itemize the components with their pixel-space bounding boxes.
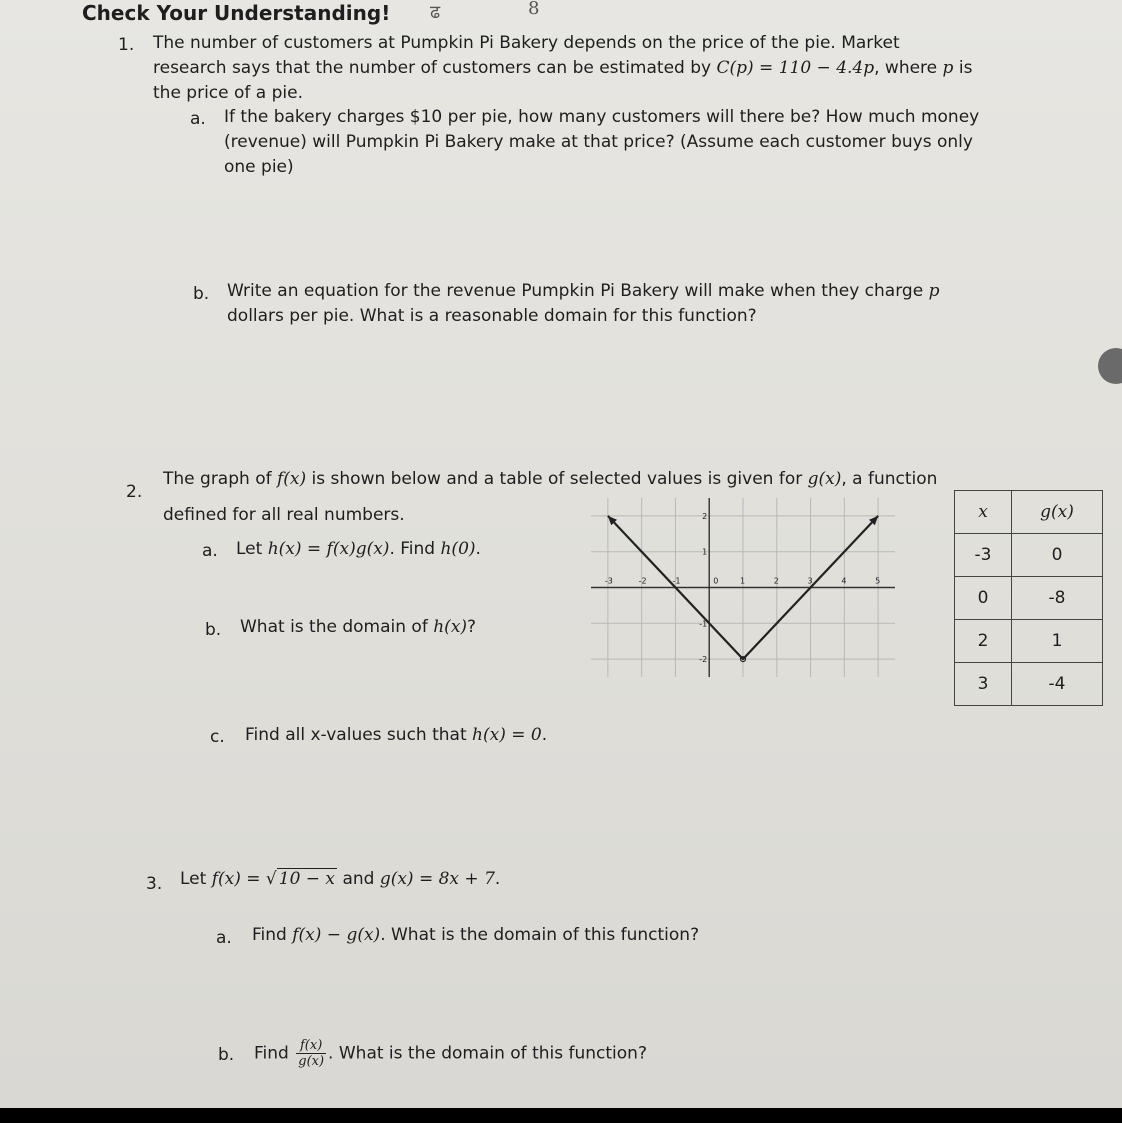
y-tick-label: 2 — [702, 511, 708, 521]
page-title: Check Your Understanding! — [82, 1, 391, 25]
part-label: a. — [216, 928, 232, 948]
question-number: 2. — [126, 482, 143, 502]
part-label: a. — [202, 541, 218, 561]
part-text: If the bakery charges $10 per pie, how many customers will there be? How much money — [224, 107, 980, 127]
text-segment: . Find — [389, 539, 436, 559]
x-tick-label: -1 — [672, 576, 681, 586]
table-header-row — [955, 491, 1103, 534]
cell-g: -4 — [1012, 663, 1103, 706]
part-label: a. — [190, 109, 206, 129]
text-segment: Let — [236, 539, 263, 559]
text-segment: research says that the number of customers can be estimated by — [153, 58, 712, 78]
part-text — [240, 616, 476, 638]
part-label: c. — [210, 727, 225, 747]
text-segment: . What is the domain of this function? — [328, 1043, 647, 1064]
text-segment: Find — [254, 1043, 289, 1064]
x-tick-label: 3 — [807, 576, 813, 586]
y-tick-label: 1 — [702, 547, 708, 557]
cell-x: 2 — [955, 620, 1012, 663]
part-text — [252, 924, 699, 946]
text-segment: , a function — [841, 469, 938, 489]
text-segment: What is the domain of — [240, 617, 428, 637]
table-row — [955, 620, 1103, 663]
question-text: the price of a pie. — [153, 83, 304, 103]
cell-x: 0 — [955, 577, 1012, 620]
part-text: dollars per pie. What is a reasonable domain for this function? — [227, 306, 757, 326]
part-text — [245, 724, 547, 746]
part-text: one pie) — [224, 157, 294, 177]
question-text — [163, 468, 937, 490]
question-number: 3. — [146, 874, 163, 894]
cell-x: 3 — [955, 663, 1012, 706]
x-tick-label: 1 — [740, 576, 746, 586]
text-segment: The graph of — [163, 469, 272, 489]
x-tick-label: 5 — [875, 576, 881, 586]
x-tick-label: -3 — [604, 576, 613, 586]
fraction-denominator: g(x) — [298, 1054, 325, 1069]
question-text: defined for all real numbers. — [163, 505, 405, 525]
part-label: b. — [218, 1045, 235, 1065]
question-number: 1. — [118, 35, 135, 55]
text-segment: , where — [874, 58, 938, 78]
x-tick-label: 2 — [773, 576, 779, 586]
function-g: g(x) — [807, 469, 842, 489]
text-segment: Let — [180, 869, 207, 889]
column-header-g: g(x) — [1012, 491, 1103, 534]
x-tick-label: -2 — [638, 576, 647, 586]
text-segment: . What is the domain of this function? — [380, 925, 700, 945]
part-label: b. — [205, 620, 222, 640]
h-equals-zero: h(x) = 0 — [472, 725, 542, 745]
x-tick-label: 4 — [841, 576, 847, 586]
g-definition: g(x) = 8x + 7 — [379, 869, 495, 889]
part-text — [227, 280, 939, 302]
cell-x: -3 — [955, 534, 1012, 577]
text-segment: Find — [252, 925, 287, 945]
part-text — [254, 1038, 647, 1069]
pencil-mark: 8 — [528, 0, 540, 19]
text-segment: ? — [467, 617, 477, 637]
page-edge-shadow — [1098, 348, 1122, 384]
x-tick-label: 0 — [713, 576, 719, 586]
table-row — [955, 663, 1103, 706]
part-text: (revenue) will Pumpkin Pi Bakery make at that price? (Assume each customer buys only — [224, 132, 973, 152]
text-segment: Write an equation for the revenue Pumpkin Pi Bakery will make when they charge — [227, 281, 924, 301]
text-segment: . — [541, 725, 548, 745]
text-segment: is — [958, 58, 973, 78]
text-segment: . — [475, 539, 481, 559]
question-text — [153, 57, 972, 79]
variable: p — [942, 58, 954, 78]
quotient-fraction — [296, 1038, 326, 1069]
text-segment: Find all x-values such that — [245, 725, 467, 745]
radicand: 10 − x — [278, 869, 336, 889]
bottom-bar — [0, 1108, 1122, 1123]
customer-formula: C(p) = 110 − 4.4p — [716, 58, 875, 78]
function-h: h(x) — [433, 617, 468, 637]
pencil-mark: ढ — [430, 2, 441, 23]
text-segment: is shown below and a table of selected values is given for — [311, 469, 803, 489]
part-label: b. — [193, 284, 210, 304]
y-tick-label: -1 — [699, 619, 708, 629]
text-segment: and — [342, 869, 375, 889]
h-of-zero: h(0) — [440, 539, 476, 559]
question-text: The number of customers at Pumpkin Pi Bakery depends on the price of the pie. Market — [153, 33, 900, 53]
question-text: Let f(x) = √ 10 − x and g(x) = 8x + 7. — [180, 869, 501, 889]
y-tick-label: -2 — [699, 655, 708, 665]
function-f: f(x) — [276, 469, 307, 489]
g-values-table — [954, 490, 1103, 706]
cell-g: -8 — [1012, 577, 1103, 620]
h-definition: h(x) = f(x)g(x) — [267, 539, 390, 559]
cell-g: 1 — [1012, 620, 1103, 663]
part-text — [236, 538, 481, 560]
column-header-x: x — [955, 491, 1012, 534]
f-definition: f(x) = — [211, 869, 261, 889]
text-segment: . — [494, 869, 501, 889]
cell-g: 0 — [1012, 534, 1103, 577]
table-row — [955, 534, 1103, 577]
fraction-numerator: f(x) — [296, 1038, 326, 1054]
variable: p — [928, 281, 940, 301]
difference-formula: f(x) − g(x) — [292, 925, 381, 945]
graph-of-f — [583, 490, 903, 685]
table-row — [955, 577, 1103, 620]
